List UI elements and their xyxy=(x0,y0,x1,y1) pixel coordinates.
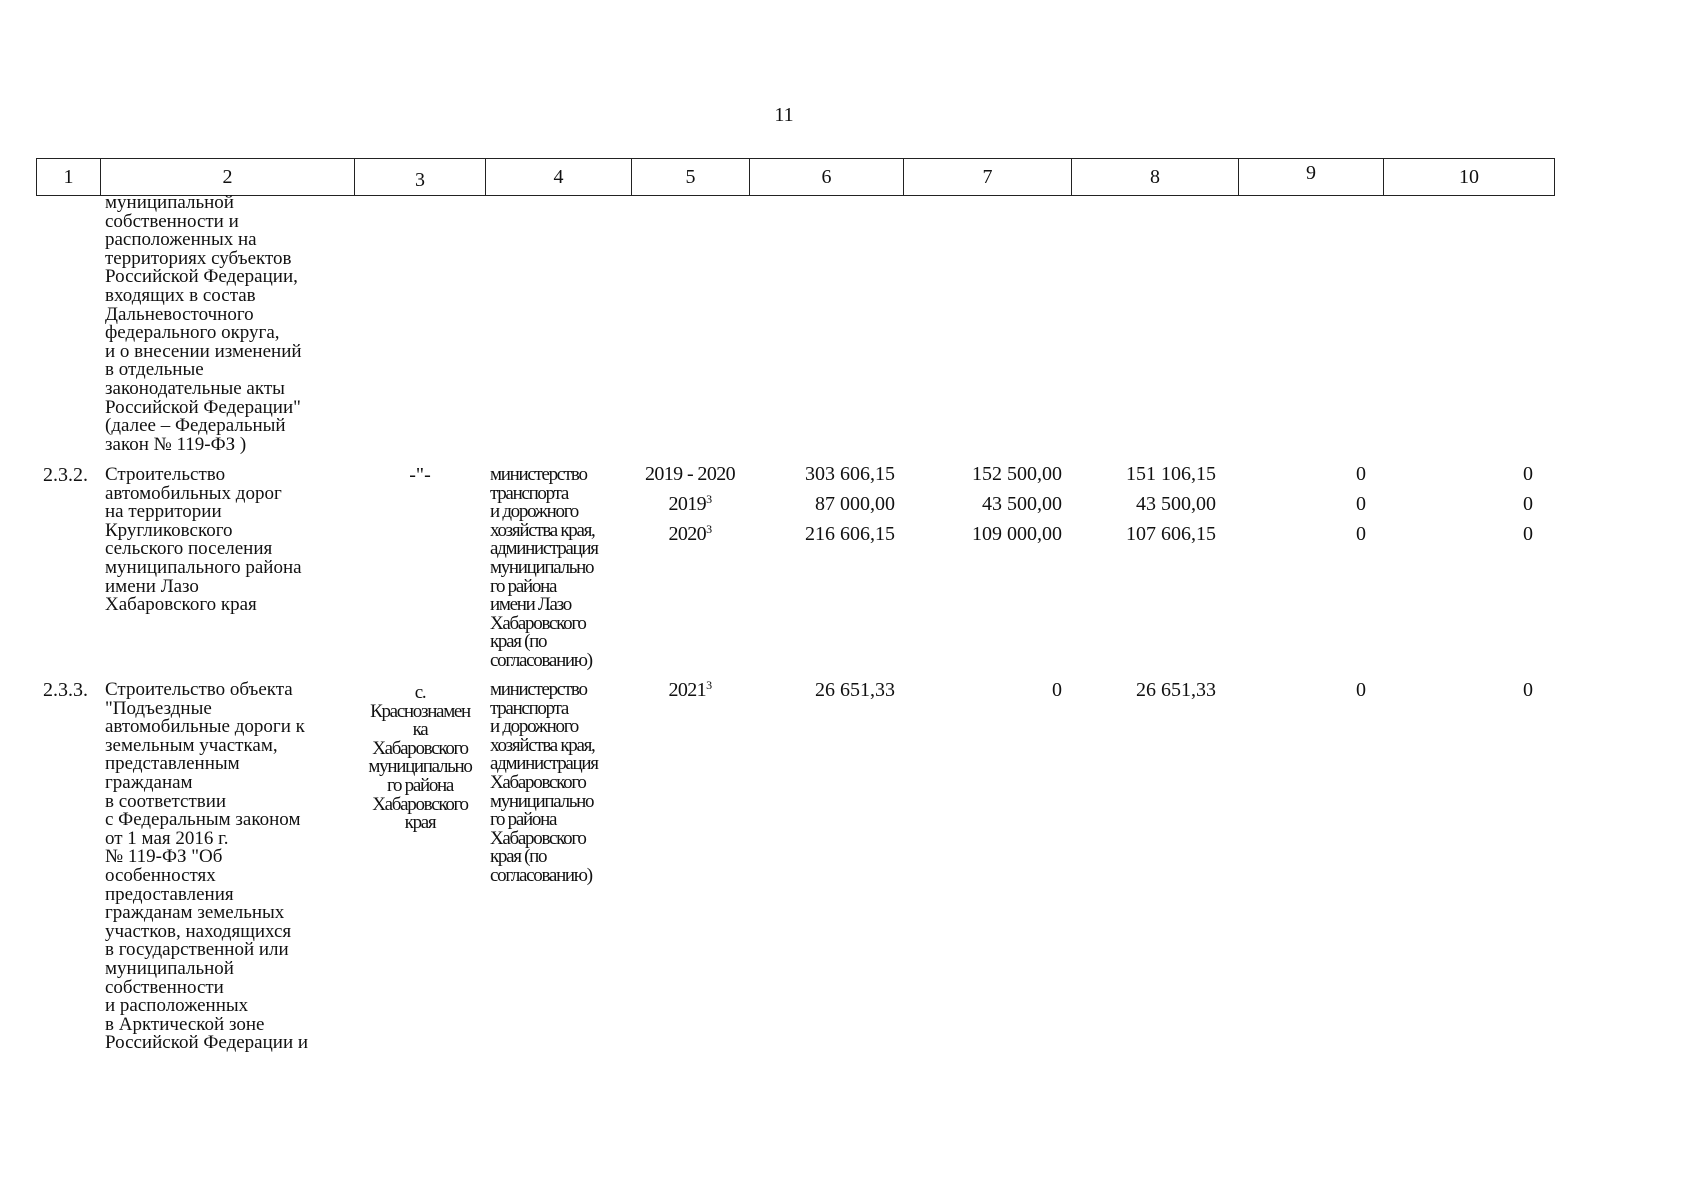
row-name: Строительство объекта "Подъездные автомобильные дороги к земельным участкам, представленным гражданам в соответствии с Федеральным законом от 1 мая 2016 г. № 119-ФЗ "Об особенностях предоставления гражданам земельных участков, находящихся в государственной или муниципальной собственности и расположенных в Арктической зоне Российской Федерации и xyxy=(105,679,309,1054)
cell-col-10: 0 xyxy=(1523,493,1533,515)
header-col-10: 10 xyxy=(1383,159,1555,195)
header-col-7: 7 xyxy=(903,159,1071,195)
page-number: 11 xyxy=(774,104,794,126)
header-col-6: 6 xyxy=(749,159,903,195)
row-responsible: министерство транспорта и дорожного хозяйства края, администрация Хабаровского муниципально го района Хабаровского края (по согласованию) xyxy=(490,679,598,886)
cell-col-9: 0 xyxy=(1356,523,1366,545)
header-col-3: 3 xyxy=(354,159,485,195)
cell-col-8: 151 106,15 xyxy=(1126,463,1216,485)
row-number: 2.3.2. xyxy=(43,464,88,486)
header-col-4: 4 xyxy=(485,159,631,195)
row-location: -"- xyxy=(409,464,431,486)
table-header-row xyxy=(36,158,1555,196)
cell-col-10: 0 xyxy=(1523,463,1533,485)
cell-col-9: 0 xyxy=(1356,679,1366,701)
cell-col-8: 43 500,00 xyxy=(1136,493,1216,515)
period-label: 2019$^3$ xyxy=(668,492,712,515)
period-label: 2019 - 2020 xyxy=(644,463,736,485)
cell-col-6: 216 606,15 xyxy=(805,523,895,545)
period-label: 2020$^3$ xyxy=(668,522,712,545)
row-number: 2.3.3. xyxy=(43,679,88,701)
cell-col-7: 152 500,00 xyxy=(972,463,1062,485)
cell-col-10: 0 xyxy=(1523,679,1533,701)
cell-col-7: 0 xyxy=(1052,679,1062,701)
period-label: 2021$^3$ xyxy=(668,678,712,701)
row-name: Строительство автомобильных дорог на территории Кругликовского сельского поселения муниципального района имени Лазо Хабаровского края xyxy=(105,464,302,616)
cell-col-6: 26 651,33 xyxy=(815,679,895,701)
cell-col-8: 107 606,15 xyxy=(1126,523,1216,545)
cell-col-10: 0 xyxy=(1523,523,1533,545)
continuation-text: муниципальной собственности и расположенных на территориях субъектов Российской Федерации, входящих в состав Дальневосточного федерального округа, и о внесении изменений в отдельные законодательные акты Российской Федерации" (далее – Федеральный закон № 119-ФЗ ) xyxy=(105,192,302,455)
cell-col-9: 0 xyxy=(1356,493,1366,515)
cell-col-7: 43 500,00 xyxy=(982,493,1062,515)
cell-col-6: 303 606,15 xyxy=(805,463,895,485)
cell-col-9: 0 xyxy=(1356,463,1366,485)
cell-col-7: 109 000,00 xyxy=(972,523,1062,545)
header-col-2: 2 xyxy=(100,159,354,195)
cell-col-8: 26 651,33 xyxy=(1136,679,1216,701)
row-responsible: министерство транспорта и дорожного хозяйства края, администрация муниципально го района имени Лазо Хабаровского края (по согласованию) xyxy=(490,464,598,671)
header-col-9: 9 xyxy=(1238,159,1383,195)
header-col-5: 5 xyxy=(631,159,749,195)
header-col-8: 8 xyxy=(1071,159,1238,195)
cell-col-6: 87 000,00 xyxy=(815,493,895,515)
row-location: с. Краснознамен ка Хабаровского муниципально го района Хабаровского края xyxy=(368,682,472,834)
header-col-1: 1 xyxy=(36,159,100,195)
